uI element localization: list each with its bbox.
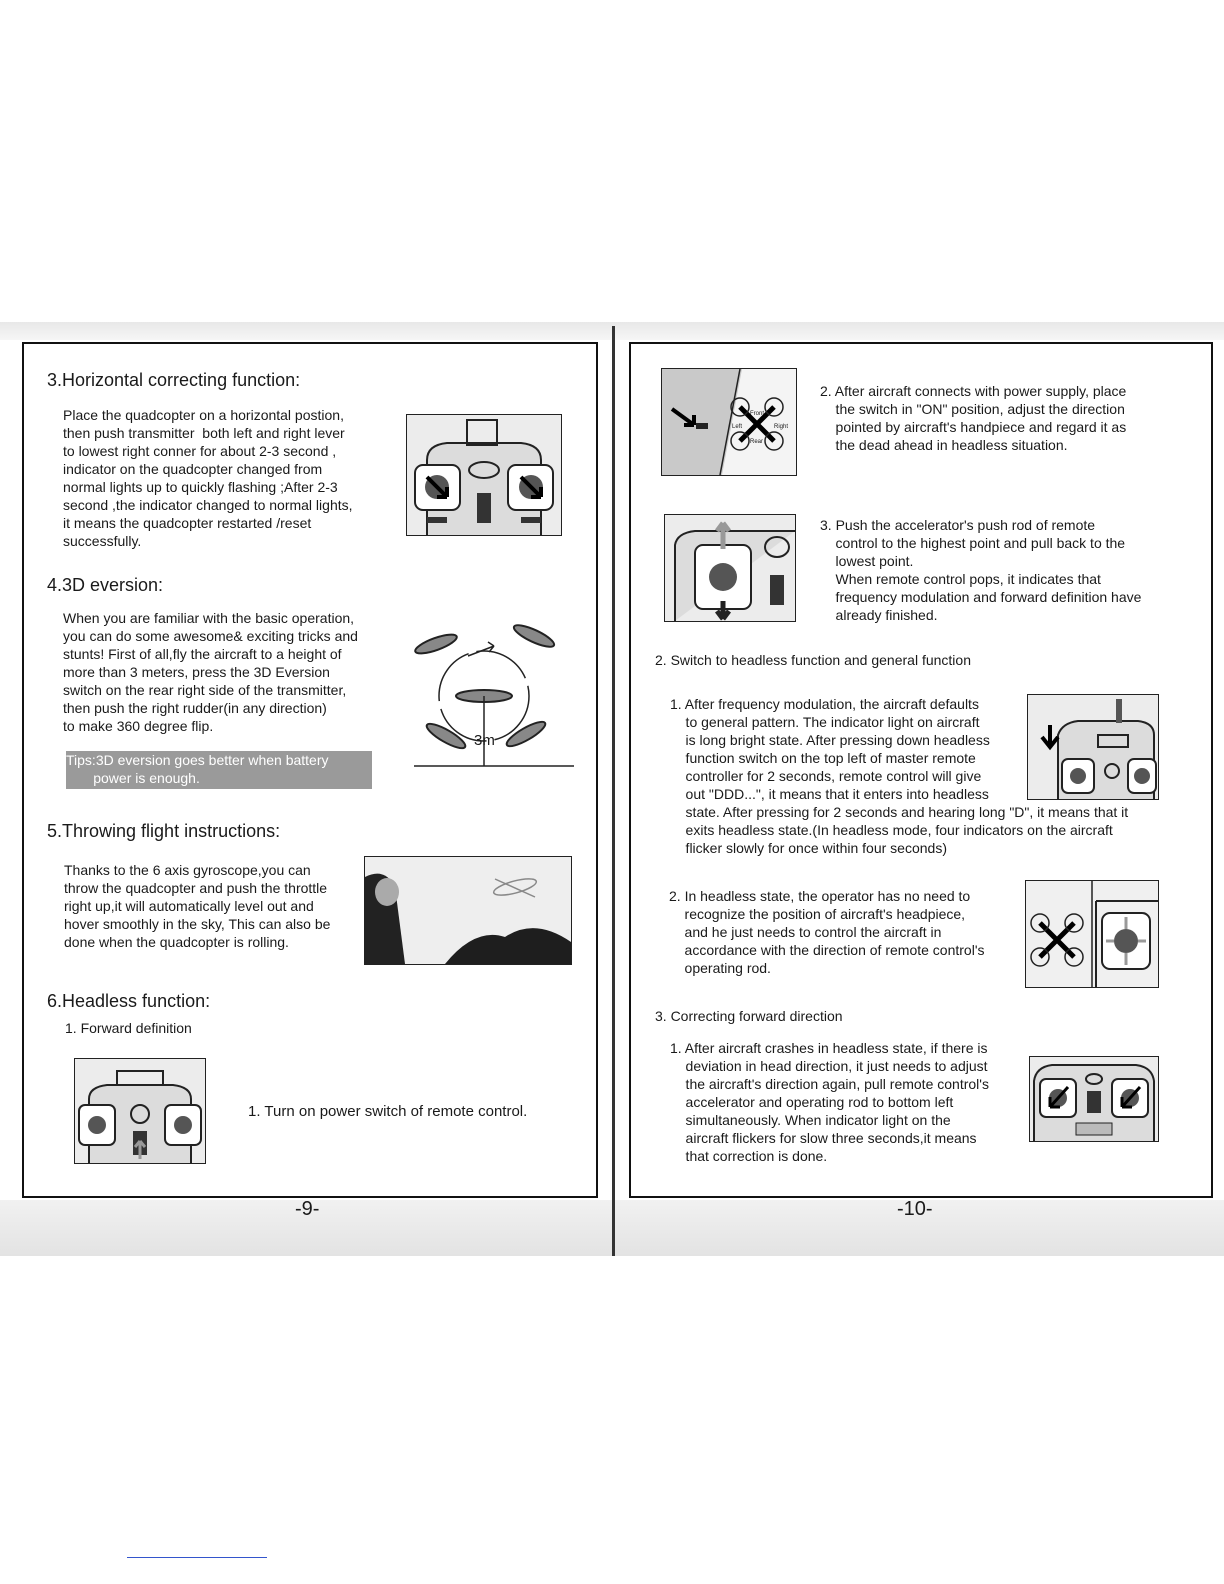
section-6-subtitle: 1. Forward definition — [65, 1020, 192, 1036]
aircraft-switch-figure — [661, 368, 797, 476]
section-5-title: 5.Throwing flight instructions: — [47, 821, 281, 841]
section-4-title: 4.3D eversion: — [47, 575, 164, 595]
section-3-item-1: 1. After aircraft crashes in headless state, if there is deviation in head direction, it just needs to adjust the aircraft's direction again, pull remote control's accelerator and operating rod to bottom left simultaneously. When indicator light on the aircraft flickers for slow three seconds,it means that correction is done. — [670, 1040, 989, 1164]
remote-correcting-figure — [1029, 1056, 1159, 1142]
compass-left: Left — [732, 424, 743, 430]
page-number-left: -9- — [295, 1198, 320, 1220]
section-3-title-right: 3. Correcting forward direction — [655, 1008, 843, 1024]
remote-both-levers-figure — [406, 414, 562, 536]
remote-headless-switch-figure — [1027, 694, 1159, 800]
compass-right: Right — [774, 424, 789, 430]
tips-banner: Tips:3D eversion goes better when battery power is enough. — [66, 751, 372, 789]
step-2-text: 2. After aircraft connects with power supply, place the switch in "ON" position, adjust the direction pointed by aircraft's handpiece and regard it as the dead ahead in headless situation. — [820, 383, 1127, 453]
scan-artifact-line — [127, 1557, 267, 1558]
section-2-item-1: 1. After frequency modulation, the aircraft defaults to general pattern. The indicator light on aircraft is long bright state. After pressing down headless function switch on the top left of master remote controller for 2 seconds, remote control will give out "DDD...", it means that it enters into headless state. After pressing for 2 seconds and hearing long "D", it means that it exits headless state.(In headless mode, four indicators on the aircraft flicker slowly for once within four seconds) — [670, 696, 1129, 856]
section-3-title: 3.Horizontal correcting function: — [47, 370, 301, 390]
step-1-text: 1. Turn on power switch of remote control. — [248, 1103, 528, 1120]
section-2-title: 2. Switch to headless function and general function — [655, 652, 971, 668]
section-4-body: When you are familiar with the basic operation, you can do some awesome& exciting tricks and stunts! First of all,fly the aircraft to a height of more than 3 meters, press the 3D Eversion switch on the rear right side of the transmitter, then push the right rudder(in any direction) to make 360 degree flip. — [63, 610, 358, 734]
section-2-item-2: 2. In headless state, the operator has no need to recognize the position of aircraft's headpiece, and he just needs to control the aircraft in accordance with the direction of remote control's operating rod. — [669, 888, 985, 976]
step-3-text: 3. Push the accelerator's push rod of remote control to the highest point and pull back to the lowest point. When remote control pops, it indicates that frequency modulation and forward definition have already finished. — [820, 517, 1142, 623]
flip-height-label: 3m — [474, 732, 495, 749]
section-6-title: 6.Headless function: — [47, 991, 211, 1011]
section-3-body: Place the quadcopter on a horizontal postion, then push transmitter both left and right lever to lowest right conner for about 2-3 second , indicator on the quadcopter changed from normal lights up to quickly flashing ;After 2-3 second ,the indicator changed to normal lights, it means the quadcopter restarted /reset successfully. — [63, 407, 353, 549]
remote-accelerator-figure — [664, 514, 796, 622]
page-left — [22, 342, 598, 1198]
page-number-right: -10- — [897, 1198, 933, 1220]
booklet-spine — [612, 326, 615, 1256]
compass-front: Front — [750, 411, 765, 417]
page-right — [629, 342, 1213, 1198]
headless-compass-figure — [1025, 880, 1159, 988]
section-5-body: Thanks to the 6 axis gyroscope,you can throw the quadcopter and push the throttle right up,it will automatically level out and hover smoothly in the sky, This can also be done when the quadcopter is rolling. — [64, 862, 331, 950]
throwing-photo — [364, 856, 572, 965]
3d-flip-figure — [406, 616, 574, 771]
remote-power-switch-figure — [74, 1058, 206, 1164]
compass-rear: Rear — [750, 439, 764, 445]
